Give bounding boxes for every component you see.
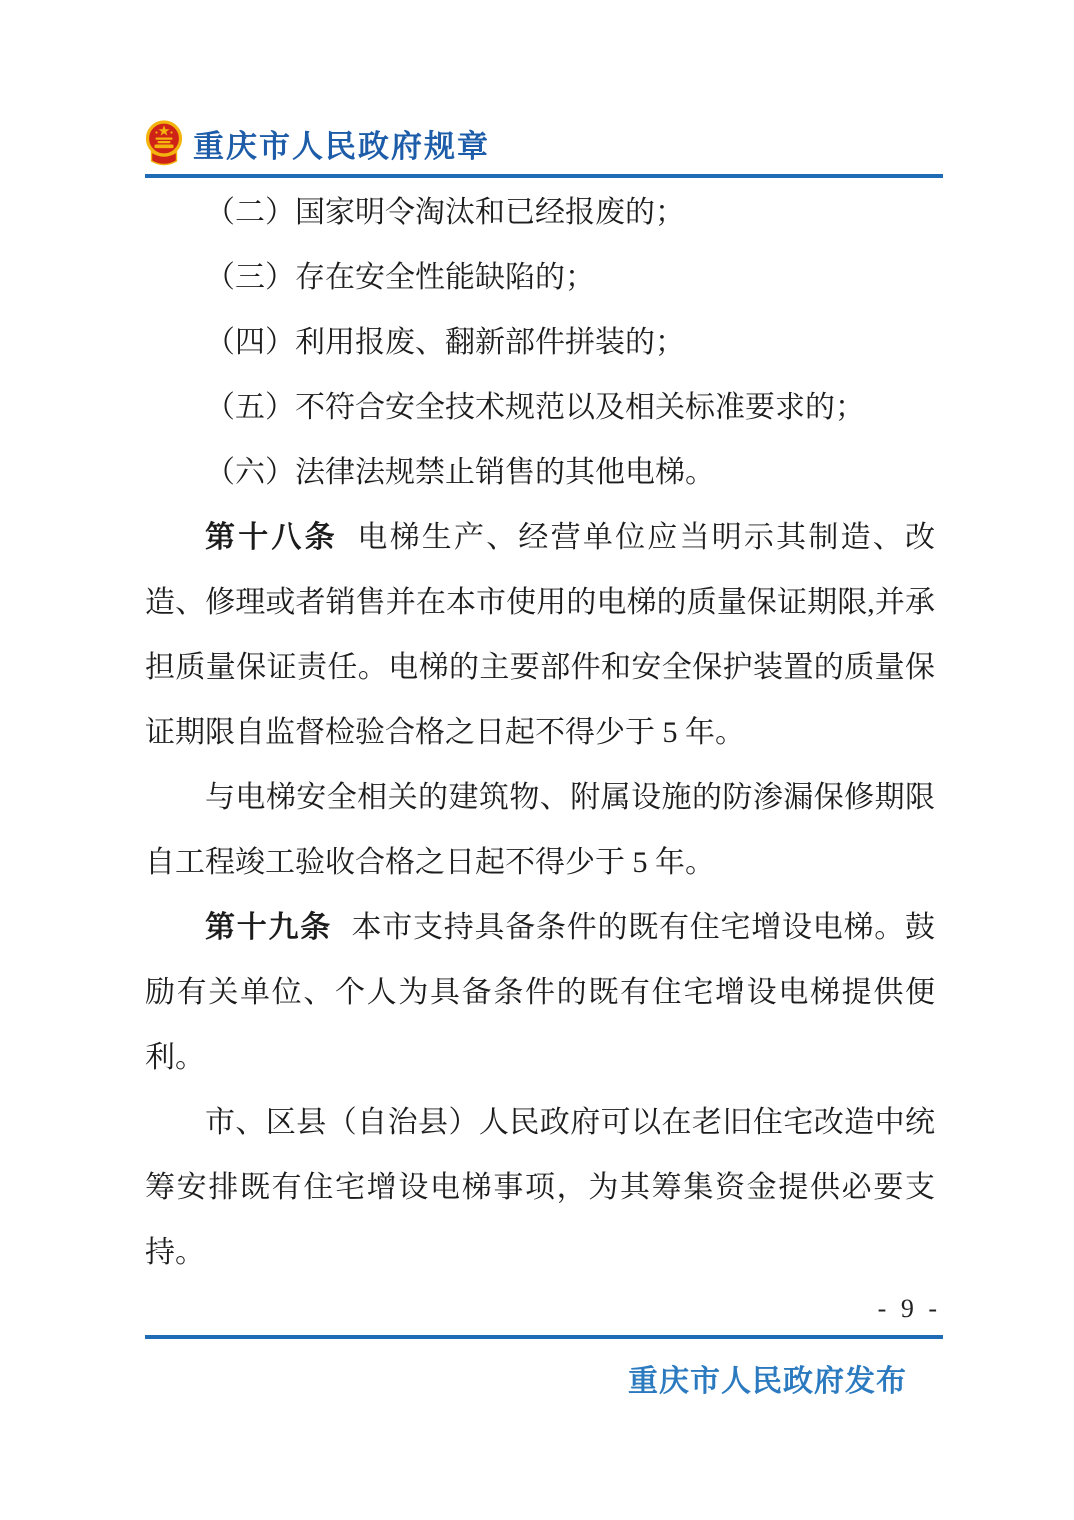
clause-item: （四）利用报废、翻新部件拼装的； [205, 326, 685, 359]
clause-item: （三）存在安全性能缺陷的； [205, 261, 595, 294]
article-paragraph [145, 505, 935, 765]
article-text: 电梯生产、经营单位应当明示其制造、改造、修理或者销售并在本市使用的电梯的质量保证期限,并承担质量保证责任。电梯的主要部件和安全保护装置的质量保证期限自监督检验合格之日起不得少于 5 年。 [145, 521, 936, 749]
article-number: 第十九条 [205, 911, 332, 944]
clause-item: （二）国家明令淘汰和已经报废的； [205, 196, 685, 229]
publisher-line: 重庆市人民政府发布 [628, 1365, 907, 1398]
article-text: 本市支持具备条件的既有住宅增设电梯。鼓励有关单位、个人为具备条件的既有住宅增设电梯提供便利。 [145, 911, 935, 1074]
document-footer [145, 1294, 943, 1400]
article-text: 市、区县（自治县）人民政府可以在老旧住宅改造中统筹安排既有住宅增设电梯事项，为其筹集资金提供必要支持。 [145, 1106, 935, 1269]
document-body [145, 180, 935, 1285]
footer-divider [145, 1335, 943, 1339]
header-row [145, 118, 943, 168]
clause-item: （五）不符合安全技术规范以及相关标准要求的； [205, 391, 865, 424]
article-paragraph [145, 765, 935, 895]
header-divider [145, 174, 943, 178]
article-paragraph [145, 895, 935, 1090]
article-paragraphs [145, 505, 935, 1285]
page-number: - 9 - [877, 1294, 941, 1323]
clause-item: （六）法律法规禁止销售的其他电梯。 [205, 456, 715, 489]
article-number: 第十八条 [205, 521, 338, 554]
header-title: 重庆市人民政府规章 [193, 128, 490, 164]
clause-list [145, 180, 935, 505]
article-text: 与电梯安全相关的建筑物、附属设施的防渗漏保修期限自工程竣工验收合格之日起不得少于 5 年。 [145, 781, 935, 879]
document-header [145, 118, 943, 178]
article-paragraph [145, 1090, 935, 1285]
national-emblem-icon [145, 119, 183, 167]
